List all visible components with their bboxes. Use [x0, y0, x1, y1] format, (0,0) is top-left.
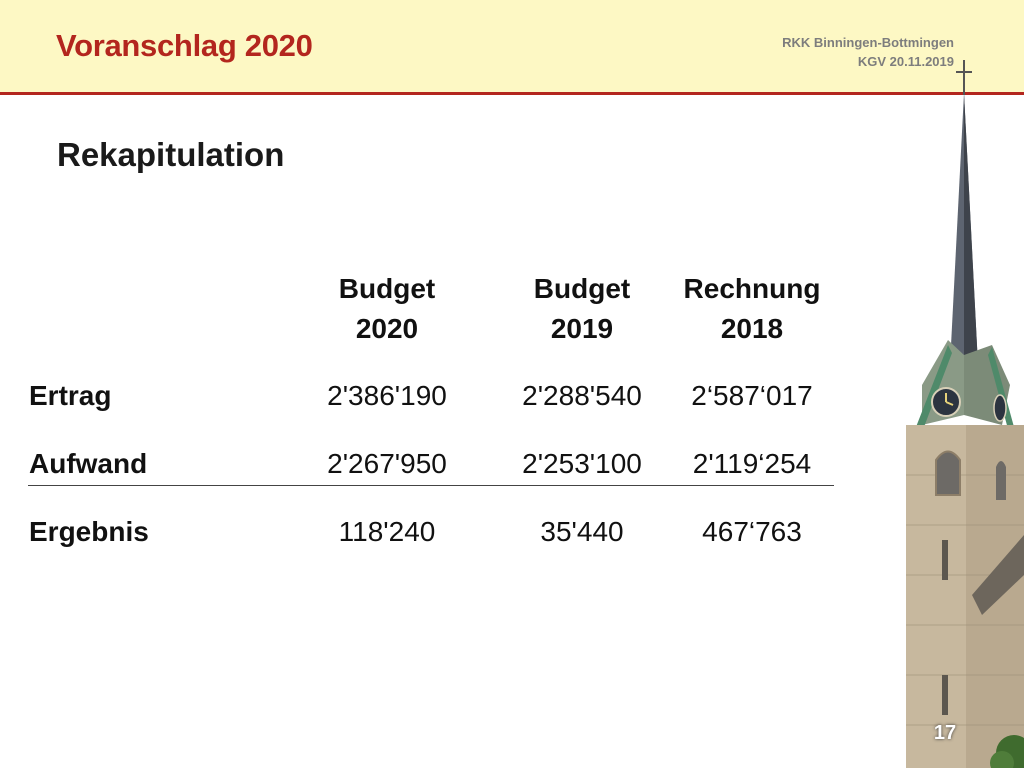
- row-label-aufwand: Aufwand: [29, 448, 148, 479]
- column-header-line1: Budget: [338, 273, 436, 304]
- table-cell: 2'386'190: [327, 380, 447, 411]
- table-cell: 2'253'100: [522, 448, 642, 479]
- table-cell: 35'440: [540, 516, 624, 547]
- meeting-date: KGV 20.11.2019: [857, 54, 954, 69]
- table-cell: 467‘763: [702, 516, 802, 547]
- church-tower-image: [892, 55, 1024, 768]
- page-heading: Rekapitulation: [57, 136, 285, 173]
- organization-name: RKK Binningen-Bottmingen: [782, 35, 954, 50]
- column-header-budget-2020: [287, 269, 487, 349]
- table-cell: 2‘587‘017: [691, 380, 813, 411]
- page-number: 17: [933, 722, 957, 744]
- table-cell: 2'288'540: [522, 380, 642, 411]
- column-header-line1: Rechnung: [683, 273, 821, 304]
- section-title: Voranschlag 2020: [56, 28, 313, 63]
- sum-divider: [28, 485, 834, 486]
- header-divider: [0, 92, 1024, 95]
- column-header-line2: 2019: [550, 313, 614, 344]
- table-cell: 2'119‘254: [692, 448, 812, 479]
- column-header-line2: 2020: [355, 313, 419, 344]
- row-label-ertrag: Ertrag: [29, 380, 112, 411]
- table-cell: 2'267'950: [327, 448, 447, 479]
- column-header-rechnung-2018: [652, 269, 852, 349]
- column-header-line1: Budget: [533, 273, 631, 304]
- row-label-ergebnis: Ergebnis: [29, 516, 149, 547]
- column-header-line2: 2018: [720, 313, 784, 344]
- table-cell: 118'240: [338, 516, 436, 547]
